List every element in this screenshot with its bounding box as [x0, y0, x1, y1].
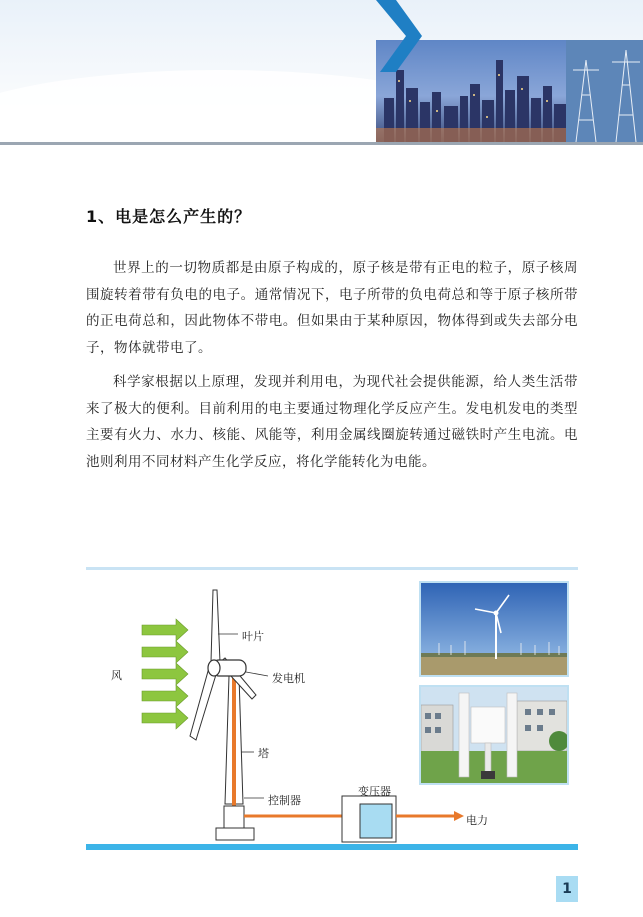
chevron-right-icon: [370, 0, 426, 72]
transformer-inner: [360, 804, 392, 838]
turbine-hub: [208, 660, 220, 676]
label-wind: 风: [111, 669, 122, 682]
wind-turbine-diagram: [86, 572, 416, 844]
wind-arrow: [142, 685, 188, 707]
wind-arrows: [142, 619, 188, 729]
page-number: 1: [556, 876, 578, 902]
label-generator: 发电机: [272, 672, 305, 685]
label-transformer: 变压器: [358, 785, 391, 798]
wind-arrow: [142, 641, 188, 663]
wind-arrow: [142, 707, 188, 729]
label-blade: 叶片: [242, 630, 264, 643]
label-tower: 塔: [258, 747, 269, 760]
wind-farm-photo: [419, 581, 569, 677]
paragraph-1: 世界上的一切物质都是由原子构成的，原子核是带有正电的粒子，原子核周围旋转着带有负电的电子。通常情况下，电子所带的负电荷总和等于原子核所带的正电荷总和，因此物体不带电。但如果由于某种原因，物体得到或失去部分电子，物体就带电了。: [86, 260, 578, 356]
figure-ground-bar: [86, 844, 578, 850]
page-header: [0, 0, 643, 146]
header-divider: [0, 142, 643, 145]
wind-arrow: [142, 619, 188, 641]
power-output-arrow: [416, 810, 466, 822]
label-power: 电力: [466, 814, 488, 827]
section-title: 1、电是怎么产生的？: [86, 207, 252, 226]
turbine-blade: [211, 590, 220, 662]
controller-box: [224, 806, 244, 828]
vertical-turbine-photo: [419, 685, 569, 785]
wind-arrow: [142, 663, 188, 685]
turbine-base: [216, 828, 254, 840]
label-controller: 控制器: [268, 794, 301, 807]
paragraph-2: 科学家根据以上原理，发现并利用电，为现代社会提供能源，给人类生活带来了极大的便利。目前利用的电主要通过物理化学反应产生。发电机发电的类型主要有火力、水力、核能、风能等，利用金属线圈旋转通过磁铁时产生电流。电池则利用不同材料产生化学反应，将化学能转化为电能。: [86, 374, 578, 470]
figure-top-border: [86, 567, 578, 570]
